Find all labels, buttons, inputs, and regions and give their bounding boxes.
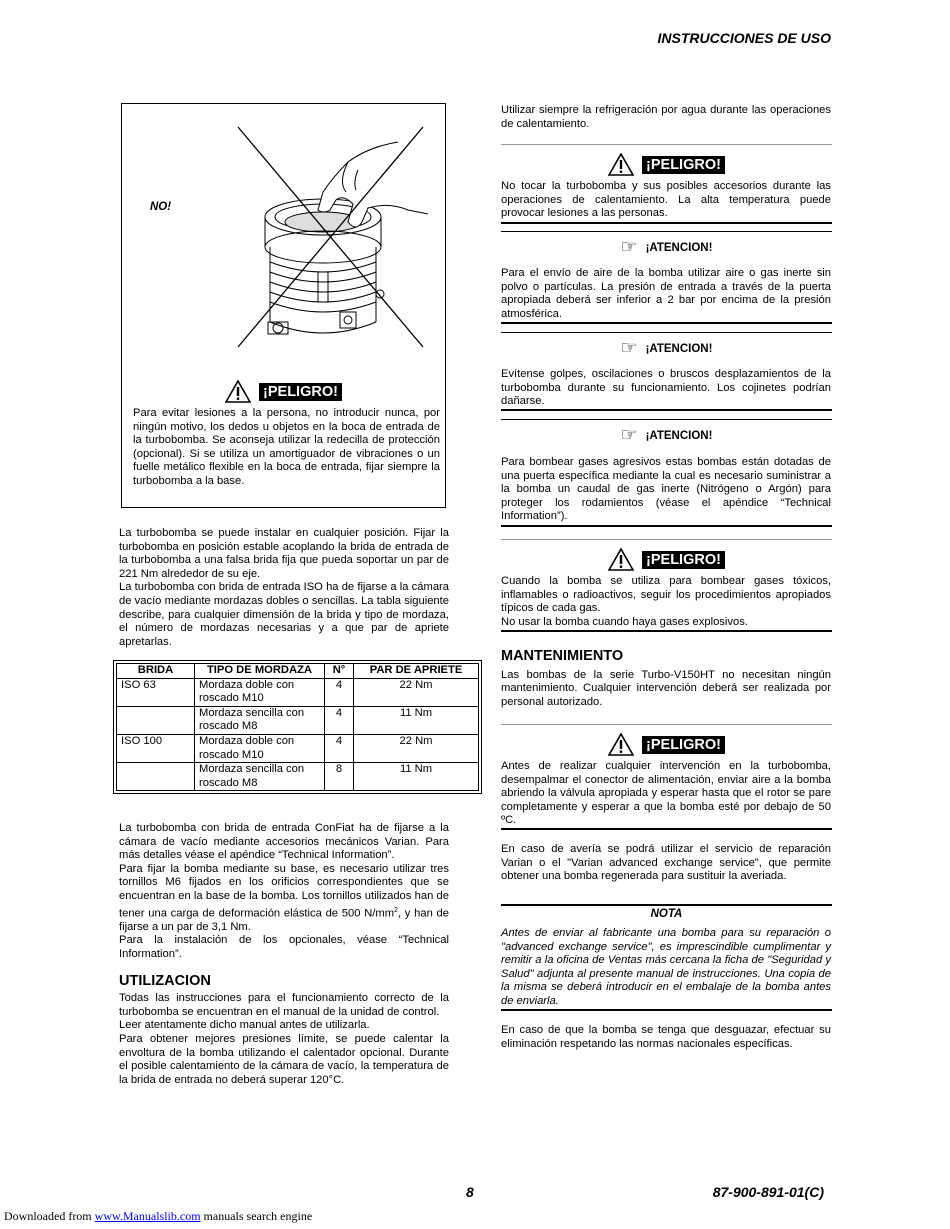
peligro-label: ¡PELIGRO!: [642, 551, 725, 569]
section-title-utilizacion: UTILIZACION: [119, 972, 211, 989]
nota-label: NOTA: [650, 908, 683, 920]
manualslib-link[interactable]: www.Manualslib.com: [94, 1209, 201, 1223]
peligro-label: ¡PELIGRO!: [642, 736, 725, 754]
cell-n: 4: [325, 678, 354, 706]
cell-tipo: Mordaza doble con roscado M10: [195, 678, 325, 706]
table-row: [117, 734, 479, 762]
paragraph: Utilizar siempre la refrigeración por agua durante las operaciones de calentamiento.: [501, 104, 831, 130]
divider: [501, 539, 832, 540]
atencion-label: ¡ATENCION!: [645, 343, 713, 355]
divider: [501, 231, 832, 232]
document-number: 87-900-891-01(C): [712, 1184, 824, 1200]
paragraph: Para fijar la bomba mediante su base, es necesario utilizar tres tornillos M6 fijados en los orificios correspondientes que se encuentran en la base de la bomba. Los tornillos utilizados han de tener una carga de deformación elástica de 500 $N/mm^2$, y han de fijarse a un par de 3,1 Nm.: [119, 862, 449, 933]
atencion-text: Evítense golpes, oscilaciones o bruscos desplazamientos de la turbobomba durante su funcionamiento. Los cojinetes podrían dañarse.: [501, 368, 831, 408]
divider: [501, 419, 832, 420]
mordaza-table-frame: [113, 660, 482, 794]
col-header: TIPO DE MORDAZA: [195, 664, 325, 679]
mantenimiento-section: [501, 650, 831, 709]
divider: [501, 222, 832, 224]
cell-n: 4: [325, 706, 354, 734]
peligro-heading: [501, 153, 832, 176]
cell-n: 8: [325, 763, 354, 791]
table-row: [117, 763, 479, 791]
divider: [501, 332, 832, 333]
cell-par: 11 Nm: [354, 763, 479, 791]
peligro-label: ¡PELIGRO!: [259, 383, 342, 401]
no-label: NO!: [150, 201, 172, 213]
peligro-heading: [501, 548, 832, 571]
cell-brida: ISO 63: [117, 678, 195, 706]
page-header-title: INSTRUCCIONES DE USO: [657, 30, 831, 46]
divider: [501, 409, 832, 411]
table-row: [117, 678, 479, 706]
atencion-label: ¡ATENCION!: [645, 430, 713, 442]
peligro-heading: [501, 733, 832, 756]
paragraph: La turbobomba con brida de entrada ISO ha de fijarse a la cámara de vacío mediante mordazas dobles o sencillas. La tabla siguiente describe, para cualquier dimensión de la brida y tipo de mordaza, el número de mordazas necesarias y a que par de apriete apretarlas.: [119, 581, 449, 648]
cell-tipo: Mordaza doble con roscado M10: [195, 734, 325, 762]
section-title-mantenimiento: MANTENIMIENTO: [501, 648, 624, 664]
warning-triangle-icon: [608, 548, 634, 571]
page-number: 8: [466, 1184, 474, 1200]
atencion-heading: [501, 338, 832, 359]
cell-brida: ISO 100: [117, 734, 195, 762]
cell-par: 22 Nm: [354, 734, 479, 762]
divider: [501, 322, 832, 324]
warning-triangle-icon: [225, 380, 251, 403]
atencion-text: Para el envío de aire de la bomba utilizar aire o gas inerte sin polvo o partículas. La presión de entrada a través de la puerta apropiada deberá ser inferior a 2 bar por encima de la presión atmosférica.: [501, 267, 831, 320]
nota-text: Antes de enviar al fabricante una bomba para su reparación o "advanced exchange service", es imprescindible cumplimentar y remitir a la oficina de Ventas más cercana la ficha de "Seguridad y Salud" adjunta al presente manual de instrucciones. Una copia de la misma se deberá introducir en el embalaje de la bomba antes de enviarla.: [501, 927, 831, 1007]
divider: [501, 525, 832, 527]
atencion-text: Para bombear gases agresivos estas bombas están dotadas de una puerta específica mediante la cual es necesario suministrar a la bomba un caudal de gas inerte (Nitrógeno o Argón) para proteger los rodamientos (véase el apéndice “Technical Information”).: [501, 456, 831, 523]
figure-warning-heading: [121, 380, 446, 403]
divider: [501, 724, 832, 725]
paragraph: En caso de avería se podrá utilizar el servicio de reparación Varian o el "Varian advanced exchange service", que permite obtener una bomba regenerada para sustituir la averiada.: [501, 843, 831, 883]
divider: [501, 828, 832, 830]
atencion-label: ¡ATENCION!: [645, 242, 713, 254]
peligro-text: [501, 575, 831, 629]
paragraph: La turbobomba con brida de entrada ConFiat ha de fijarse a la cámara de vacío mediante accesorios mecánicos Varian. Para más detalles véase el apéndice “Technical Information”.: [119, 822, 449, 862]
table-header-row: [117, 664, 479, 679]
warning-triangle-icon: [608, 733, 634, 756]
cell-brida: [117, 706, 195, 734]
atencion-heading: [501, 425, 832, 446]
paragraph: Para la instalación de los opcionales, véase “Technical Information”.: [119, 934, 449, 961]
cell-tipo: Mordaza sencilla con roscado M8: [195, 763, 325, 791]
cell-n: 4: [325, 734, 354, 762]
left-column-lower: [119, 822, 449, 1087]
peligro-text: Antes de realizar cualquier intervención en la turbobomba, desempalmar el conector de alimentación, enviar aire a la bomba abriendo la válvula apropiada y esperar hasta que el rotor se pare completamente y esperar a que la bomba esté por debajo de 50 ºC.: [501, 760, 831, 827]
pointing-hand-icon: ☞: [620, 237, 638, 258]
left-column-upper: [119, 527, 449, 649]
warning-triangle-icon: [608, 153, 634, 176]
col-header: BRIDA: [117, 664, 195, 679]
download-footer: Downloaded from www.Manualslib.com manuals search engine: [4, 1209, 313, 1223]
pointing-hand-icon: ☞: [620, 425, 638, 446]
cell-par: 22 Nm: [354, 678, 479, 706]
table-row: [117, 706, 479, 734]
paragraph: Para obtener mejores presiones límite, se puede calentar la envoltura de la bomba utilizando el calentador opcional. Durante el posible calentamiento de la cámara de vacío, la temperatura de la brida de entrada no deberá superar 120°C.: [119, 1033, 449, 1086]
cell-brida: [117, 763, 195, 791]
divider: [501, 630, 832, 632]
turbopump-no-fingers-illustration: [228, 122, 432, 362]
paragraph: No usar la bomba cuando haya gases explosivos.: [501, 615, 748, 628]
col-header: PAR DE APRIETE: [354, 664, 479, 679]
paragraph: En caso de que la bomba se tenga que desguazar, efectuar su eliminación respetando las normas nacionales específicas.: [501, 1024, 831, 1050]
divider: [501, 144, 832, 145]
paragraph: Leer atentamente dicho manual antes de utilizarla.: [119, 1019, 370, 1032]
mordaza-table: [116, 663, 479, 791]
peligro-text: No tocar la turbobomba y sus posibles accesorios durante las operaciones de calentamiento. La alta temperatura puede provocar lesiones a las personas.: [501, 180, 831, 220]
divider: [501, 904, 832, 906]
paragraph: Cuando la bomba se utiliza para bombear gases tóxicos, inflamables o radioactivos, seguir los procedimientos apropiados típicos de cada gas.: [501, 575, 831, 615]
atencion-heading: [501, 237, 832, 258]
figure-warning-text: Para evitar lesiones a la persona, no introducir nunca, por ningún motivo, los dedos u objetos en la boca de entrada de la turbobomba. Se aconseja utilizar la redecilla de protección (opcional). Si se utiliza un amortiguador de vibraciones o un fuelle metálico flexible en la boca de entrada, fijar siempre la turbobomba a la base.: [133, 407, 440, 487]
paragraph: Todas las instrucciones para el funcionamiento correcto de la turbobomba se encuentran en el manual de la unidad de control.: [119, 992, 449, 1018]
peligro-label: ¡PELIGRO!: [642, 156, 725, 174]
paragraph: Las bombas de la serie Turbo-V150HT no necesitan ningún mantenimiento. Cualquier intervención deberá ser realizada por personal autorizado.: [501, 668, 831, 708]
cell-par: 11 Nm: [354, 706, 479, 734]
col-header: N°: [325, 664, 354, 679]
paragraph: La turbobomba se puede instalar en cualquier posición. Fijar la turbobomba en posición estable acoplando la brida de entrada de la turbobomba a una falsa brida fija que pueda soportar un par de 221 Nm alrededor de su eje.: [119, 527, 449, 580]
cell-tipo: Mordaza sencilla con roscado M8: [195, 706, 325, 734]
pointing-hand-icon: ☞: [620, 338, 638, 359]
divider: [501, 1009, 832, 1011]
